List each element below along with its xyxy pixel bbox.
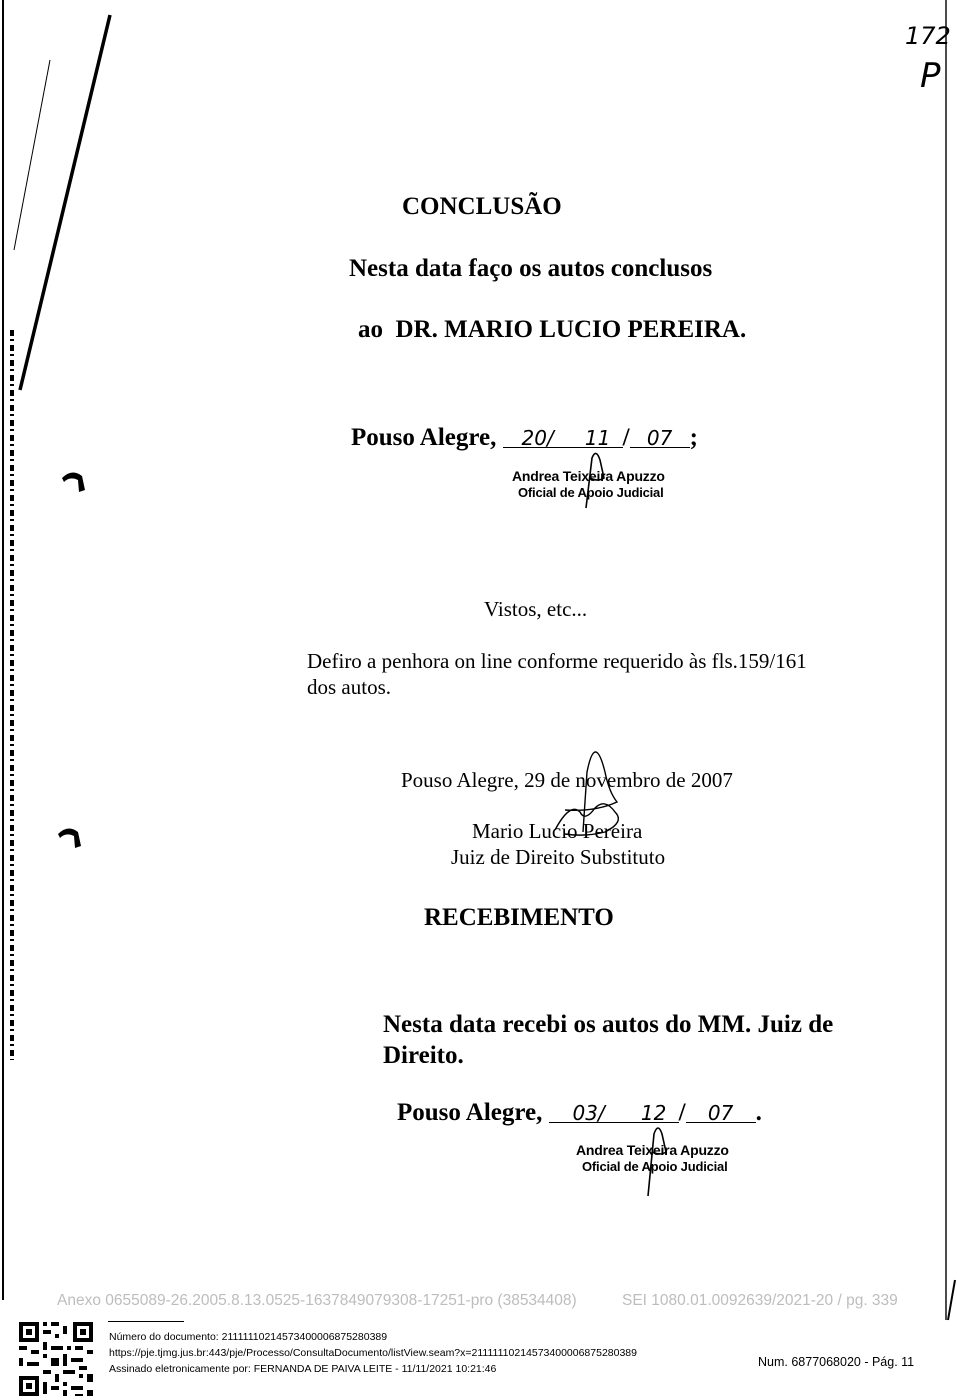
conclusao-place: Pouso Alegre, [351,424,497,451]
handwritten-page-letter: P [920,56,941,96]
recebimento-date-line: Pouso Alegre, 03/ 12 / 07 . [397,1099,762,1126]
punch-hole-mark-top [60,468,90,498]
footer-separator [108,1321,184,1322]
conclusao-stamp-name: Andrea Teixeira Apuzzo [512,468,665,484]
conclusao-date-year: 07 [630,429,690,448]
despacho-signer-name: Mario Lucio Pereira [472,819,643,843]
punch-hole-mark-bottom [56,824,86,854]
footer-signed-by: Assinado eletronicamente por: FERNANDA DE PAIVA LEITE - 11/11/2021 10:21:46 [109,1363,497,1375]
recebimento-place: Pouso Alegre, [397,1099,543,1126]
despacho-signer-role: Juiz de Direito Substituto [451,845,666,869]
despacho-text-line2: dos autos. [307,675,391,699]
conclusao-stamp-role: Oficial de Apoio Judicial [518,485,664,500]
despacho-text-line1: Defiro a penhora on line conforme requerido às fls.159/161 [307,649,807,673]
footer-url: https://pje.tjmg.jus.br:443/pje/Processo/ConsultaDocumento/listView.seam?x=21111110214573400006875280389 [109,1347,637,1359]
recebimento-date-month: 12 [629,1104,679,1123]
judge-signature [525,742,645,852]
conclusao-initials-signature [578,448,618,518]
despacho-vistos: Vistos, etc... [484,597,588,621]
recebimento-date-year: 07 [686,1104,756,1123]
handwritten-page-number: 172 [905,22,951,50]
conclusao-date-day: 20/ [503,429,573,448]
recebimento-stamp-name: Andrea Teixeira Apuzzo [576,1142,729,1158]
recebimento-stamp-role: Oficial de Apoio Judicial [582,1159,728,1174]
recebimento-line2: Direito. [383,1042,464,1069]
qr-code-icon [17,1320,95,1398]
conclusao-date-line: Pouso Alegre, 20/ 11 / 07 ; [351,424,698,451]
recebimento-heading: RECEBIMENTO [424,904,614,931]
conclusao-line1: Nesta data faço os autos conclusos [349,255,713,282]
despacho-place-date: Pouso Alegre, 29 de novembro de 2007 [401,768,733,792]
watermark-right: SEI 1080.01.0092639/2021-20 / pg. 339 [622,1292,898,1309]
recebimento-initials-signature [642,1122,682,1202]
conclusao-line2: ao DR. MARIO LUCIO PEREIRA. [358,316,747,343]
conclusao-date-month: 11 [573,429,623,448]
recebimento-line1: Nesta data recebi os autos do MM. Juiz de [383,1011,834,1038]
footer-doc-number: Número do documento: 21111110214573400006875280389 [109,1331,388,1343]
watermark-left: Anexo 0655089-26.2005.8.13.0525-1637849079308-17251-pro (38534408) [57,1292,577,1309]
conclusao-heading: CONCLUSÃO [402,193,562,220]
footer-page-ref: Num. 6877068020 - Pág. 11 [758,1355,915,1369]
recebimento-date-day: 03/ [549,1104,629,1123]
